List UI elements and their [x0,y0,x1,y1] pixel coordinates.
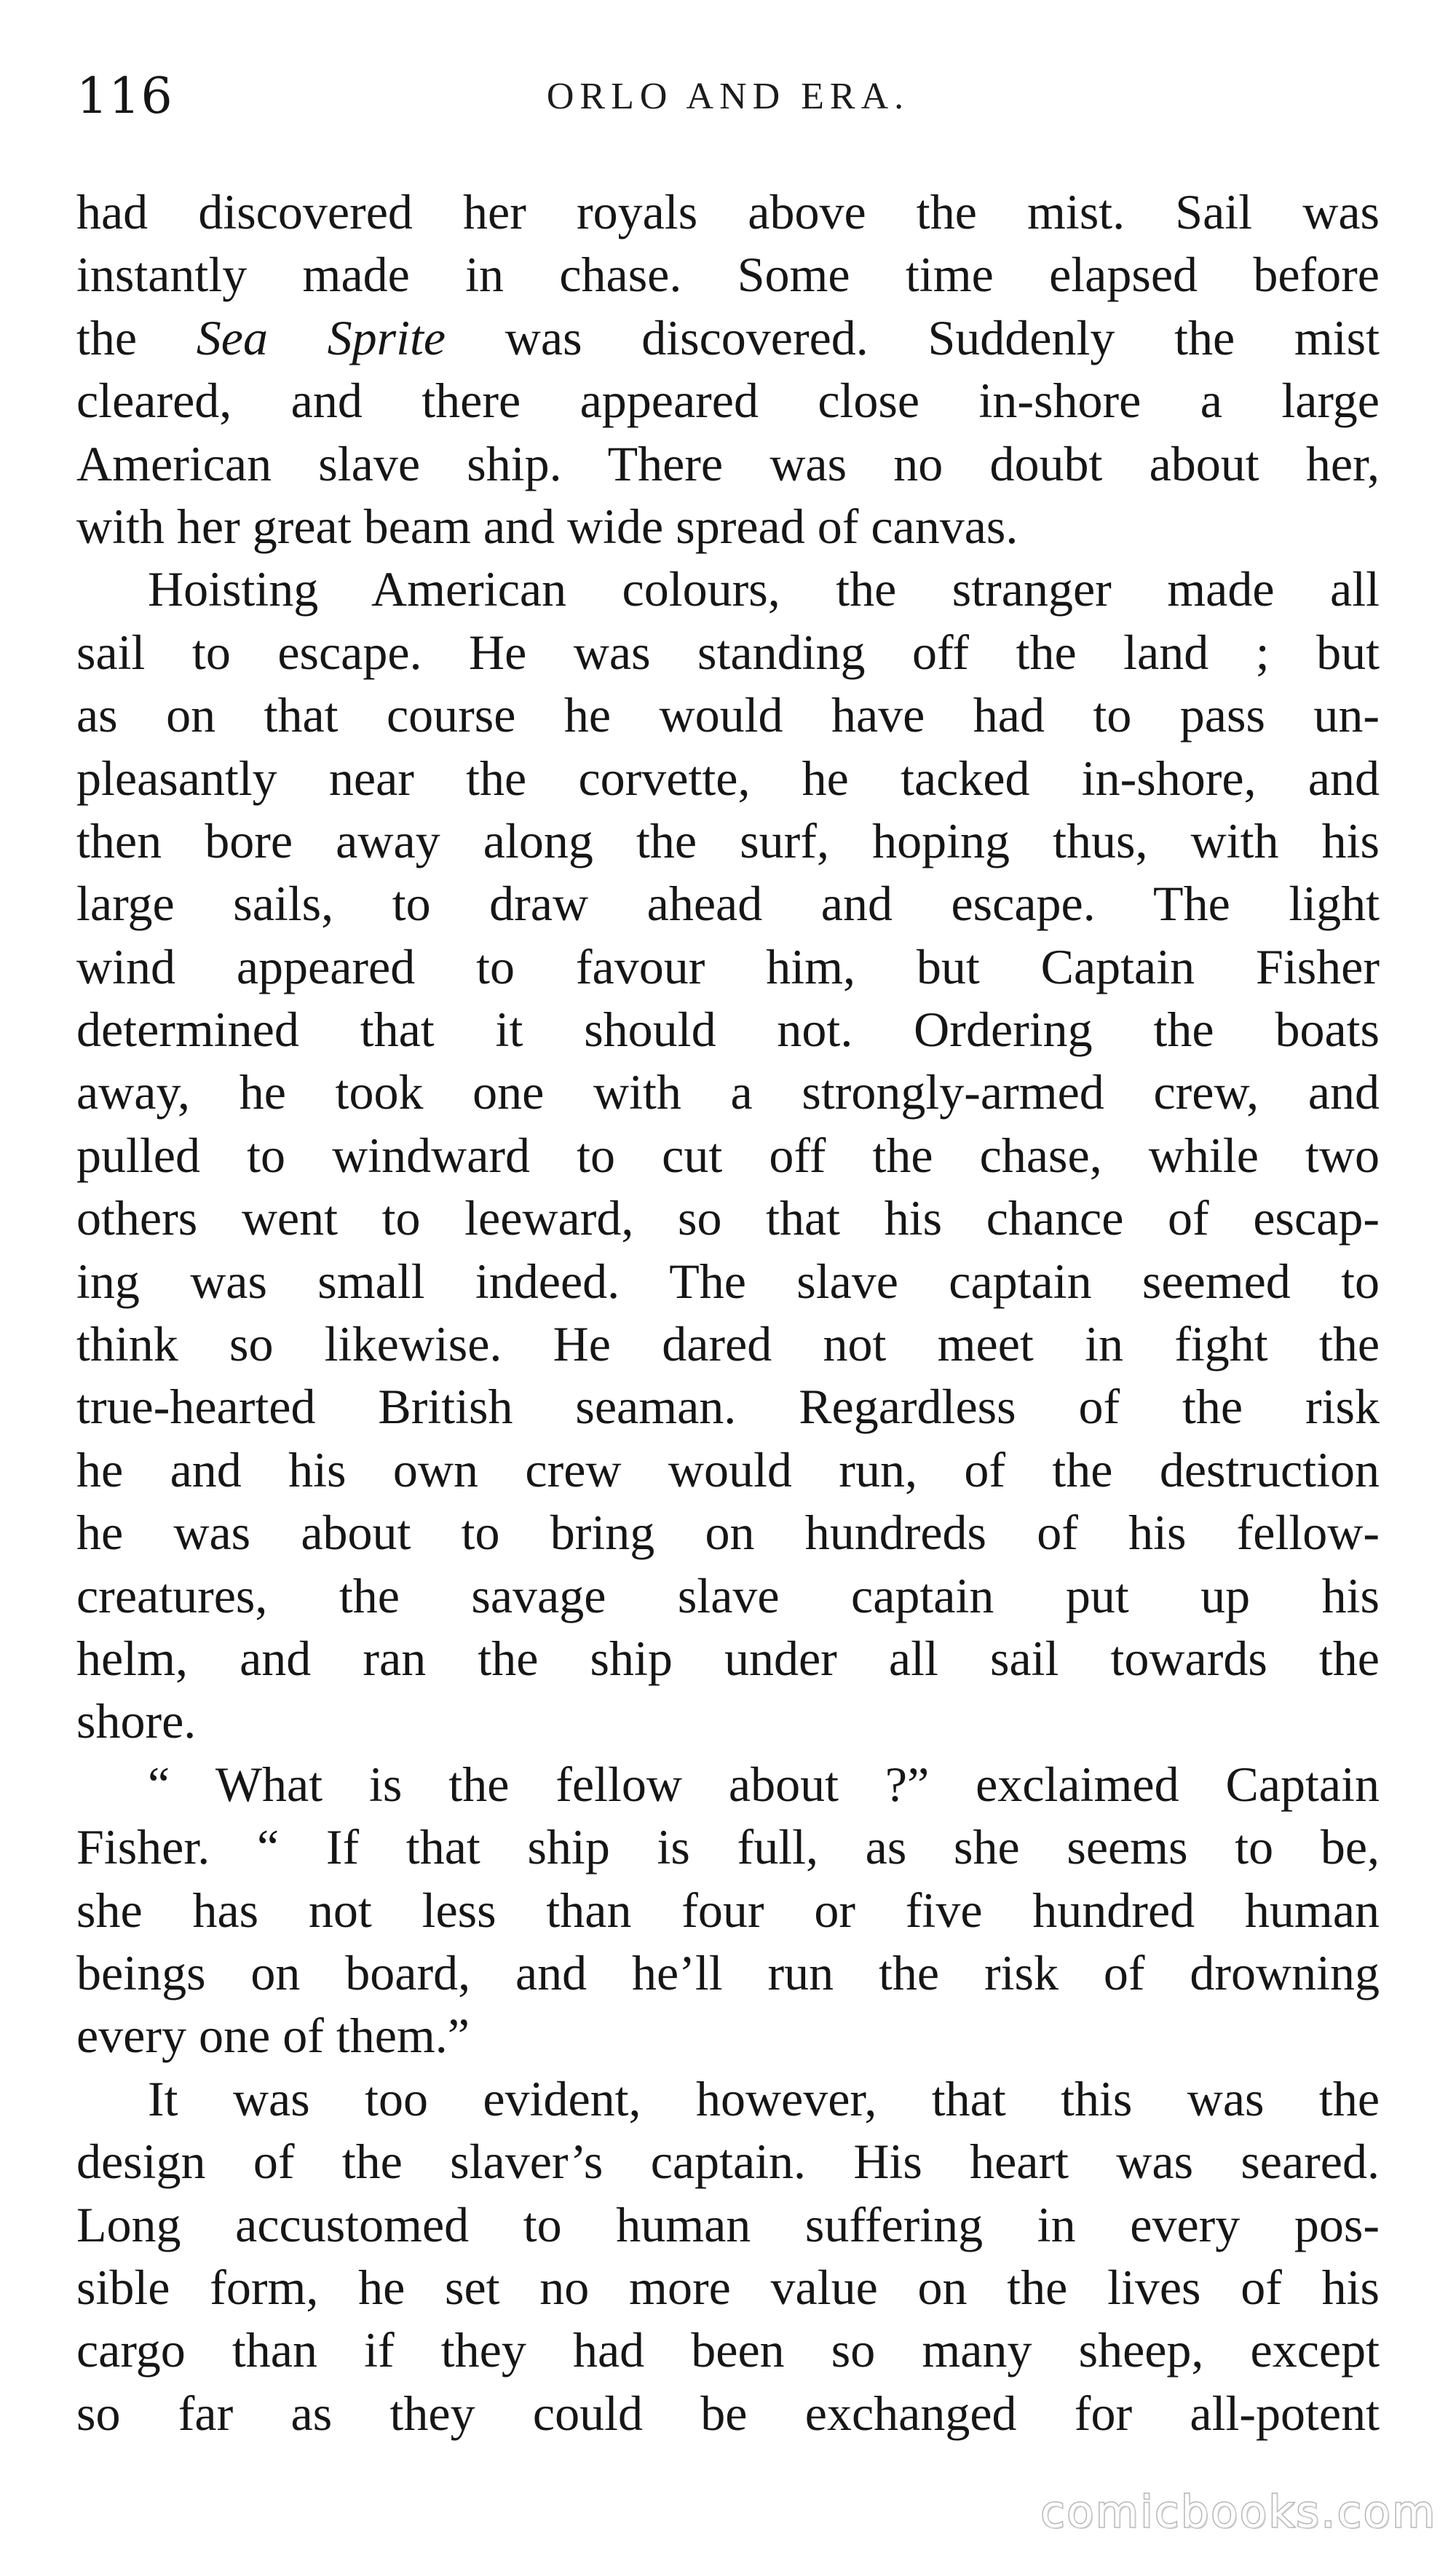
text-line: helm, and ran the ship under all sail towards the [76,1630,1380,1686]
text-line: think so likewise. He dared not meet in fight the [76,1316,1380,1372]
text-line: Hoisting American colours, the stranger made all [148,561,1380,617]
text-line: sail to escape. He was standing off the land ; but [76,624,1380,680]
text-line: he was about to bring on hundreds of his fellow- [76,1505,1380,1561]
text-line: It was too evident, however, that this was the [148,2070,1380,2126]
text-line: design of the slaver’s captain. His heart was seared. [76,2134,1380,2190]
text-line: American slave ship. There was no doubt about her, [76,435,1380,491]
text-line: she has not less than four or five hundred human [76,1882,1380,1938]
running-title: ORLO AND ERA. [546,76,910,117]
page-header [76,57,1380,137]
text-line: as on that course he would have had to pass un- [76,687,1380,743]
body-text [76,181,1380,2445]
text-line: others went to leeward, so that his chance of escap- [76,1190,1380,1246]
text-line: ing was small indeed. The slave captain seemed to [76,1253,1380,1309]
text-line: then bore away along the surf, hoping thus, with his [76,812,1380,868]
text-line: creatures, the savage slave captain put up his [76,1567,1380,1623]
text-line: instantly made in chase. Some time elapsed before [76,247,1380,303]
text-line: with her great beam and wide spread of canvas. [76,498,1018,554]
text-line: sible form, he set no more value on the lives of his [76,2259,1380,2315]
text-line: so far as they could be exchanged for all-potent [76,2385,1380,2441]
text-line: true-hearted British seaman. Regardless of the risk [76,1379,1380,1435]
text-line: pulled to windward to cut off the chase, while two [76,1127,1380,1183]
text-line: beings on board, and he’ll run the risk of drowning [76,1944,1380,2000]
text-line: large sails, to draw ahead and escape. The light [76,876,1380,932]
text-line: the Sea Sprite was discovered. Suddenly the mist [76,309,1380,365]
text-line: wind appeared to favour him, but Captain Fisher [76,938,1380,994]
text-line: cargo than if they had been so many sheep, except [76,2322,1380,2378]
text-line: every one of them.” [76,2008,470,2064]
page-number: 116 [76,68,173,125]
watermark: comicbooks.com [1040,2487,1437,2538]
text-line: had discovered her royals above the mist. Sail was [76,184,1380,240]
text-line: pleasantly near the corvette, he tacked in-shore, and [76,750,1380,806]
text-line: away, he took one with a strongly-armed crew, and [76,1064,1380,1120]
text-line: Long accustomed to human suffering in every pos- [76,2196,1380,2252]
text-line: he and his own crew would run, of the destruction [76,1441,1380,1497]
text-line: determined that it should not. Ordering the boats [76,1002,1380,1058]
text-line: Fisher. “ If that ship is full, as she seems to be, [76,1819,1380,1875]
text-line: shore. [76,1693,197,1749]
text-line: “ What is the fellow about ?” exclaimed Captain [148,1756,1380,1812]
ship-name-italic: Sea Sprite [196,309,446,365]
text-line: cleared, and there appeared close in-shore a large [76,373,1380,429]
